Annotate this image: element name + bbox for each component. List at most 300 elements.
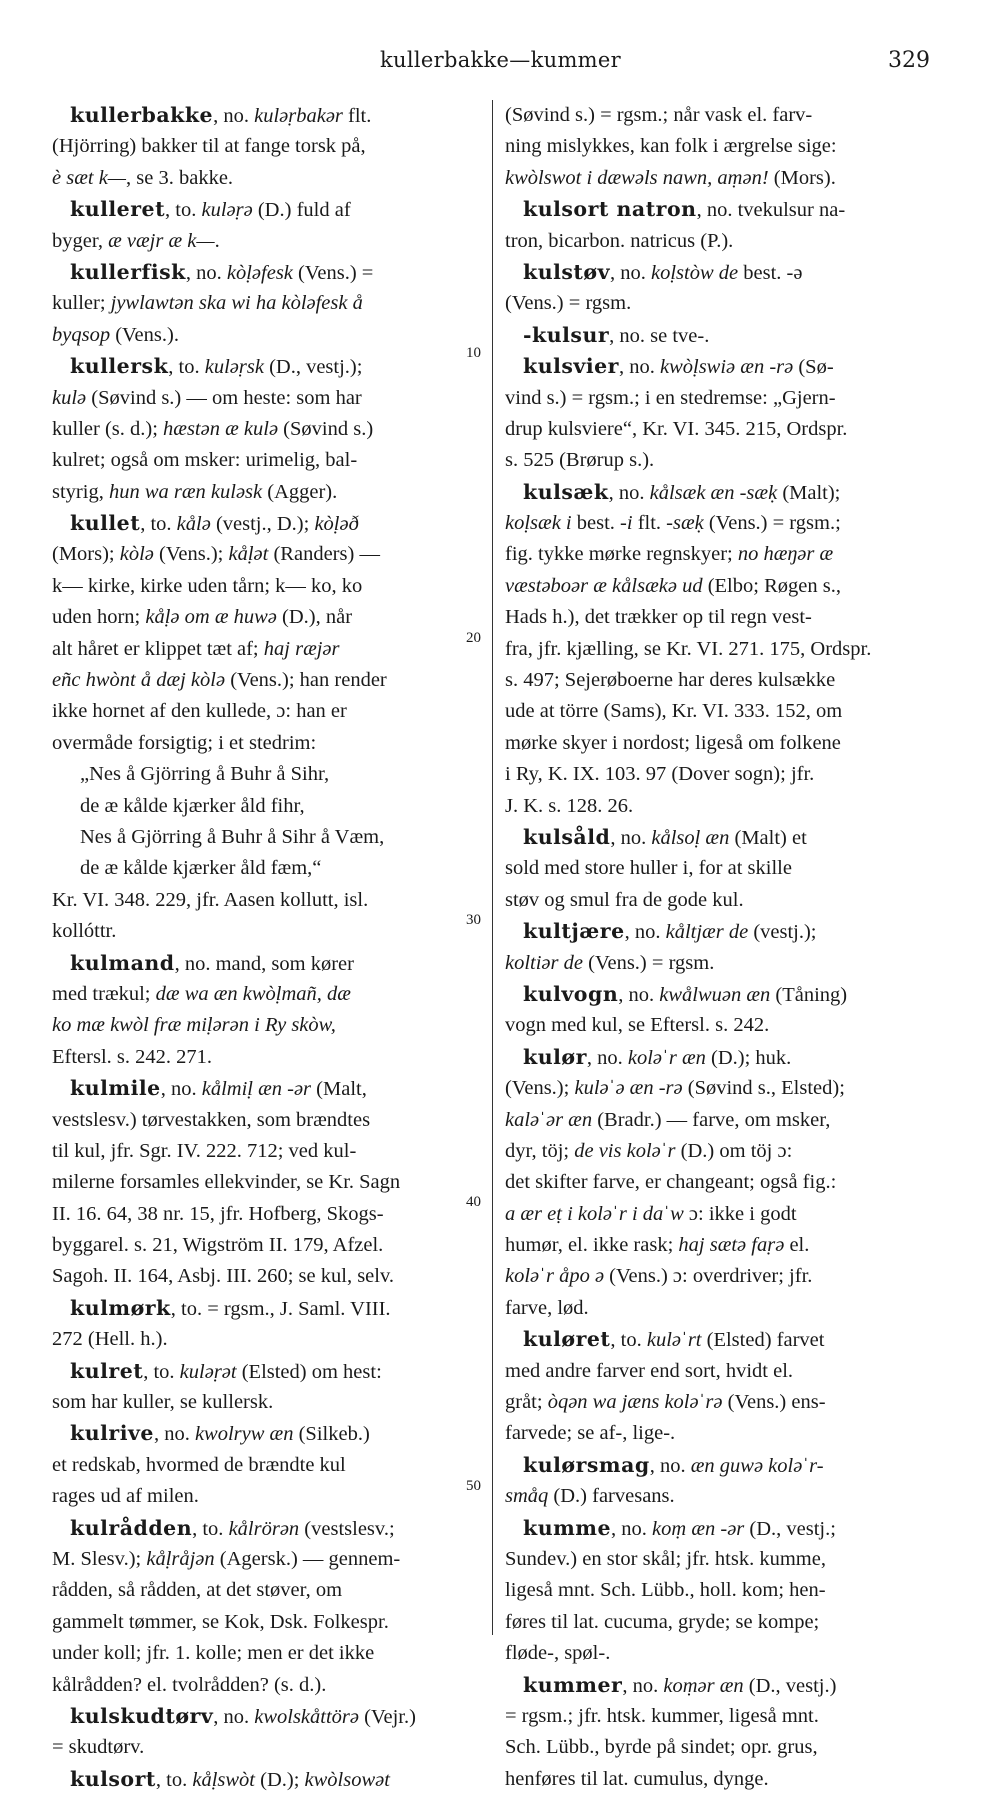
dialect-form: kòlə <box>119 543 154 566</box>
text-segment: , to. <box>165 199 202 222</box>
text-segment: (Sø- <box>793 356 834 379</box>
text-line <box>505 1073 937 1104</box>
text-segment: (Malt, <box>311 1078 367 1101</box>
text-segment: under koll; jfr. 1. kolle; men er det ikke <box>52 1642 375 1665</box>
text-segment: med andre farver end sort, hvidt el. <box>505 1359 794 1382</box>
dialect-form: -i <box>620 512 633 535</box>
text-line <box>505 1481 937 1512</box>
text-segment: ning mislykkes, kan folk i ærgrelse sige: <box>505 135 837 158</box>
text-line <box>505 163 937 194</box>
dialect-form: koltiər de <box>505 951 583 974</box>
column-divider <box>492 100 493 1635</box>
dialect-form: kuləṛbakər <box>254 105 343 127</box>
dialect-form: kålsoḷ æn <box>651 826 730 849</box>
text-line <box>505 351 937 382</box>
line-number: 10 <box>466 345 481 361</box>
dialect-form: koḷstòw de <box>651 261 739 284</box>
text-line <box>505 916 937 947</box>
line-number: 30 <box>466 912 481 928</box>
text-line <box>505 1764 937 1795</box>
text-line <box>52 508 482 539</box>
text-line <box>505 1732 937 1763</box>
text-line <box>505 477 937 508</box>
dialect-form: kuləṛsk <box>204 356 264 379</box>
dialect-form: kuləˈrt <box>646 1329 702 1352</box>
text-segment: (vestj., D.); <box>210 513 315 536</box>
text-line <box>505 445 937 476</box>
headword: kulsæk <box>523 479 609 504</box>
text-segment: (Agersk.) — gennem- <box>214 1547 401 1570</box>
text-line <box>505 257 937 288</box>
text-segment: , no. <box>622 1674 664 1697</box>
dialect-form: kuləṛə <box>201 199 253 222</box>
dialect-form: æn guwə koləˈr- <box>690 1454 824 1477</box>
text-line <box>52 1575 482 1606</box>
text-line <box>505 1638 937 1669</box>
text-segment: , to. <box>143 1360 180 1383</box>
text-line <box>52 1387 482 1418</box>
text-segment: , no. <box>610 826 652 849</box>
dialect-form: de vis koləˈr <box>574 1139 676 1162</box>
text-line <box>52 1073 482 1104</box>
headword: kulsvier <box>523 354 619 379</box>
text-line <box>52 759 482 790</box>
text-segment: , no. <box>618 983 660 1006</box>
text-segment: , no. <box>213 105 255 127</box>
text-segment: ikke hornet af den kullede, ɔ: han er <box>52 700 347 723</box>
text-segment: (Vens.); han render <box>225 669 387 692</box>
text-line <box>505 696 937 727</box>
text-segment: , no. <box>611 1517 653 1540</box>
text-segment: styrig, <box>52 480 109 503</box>
text-line <box>505 414 937 445</box>
text-segment: (Bradr.) — farve, om msker, <box>592 1108 831 1131</box>
text-line <box>52 1261 482 1292</box>
text-line <box>505 571 937 602</box>
dialect-form: kwòḷswiə æn -rə <box>659 356 794 379</box>
text-segment: (vestslesv.; <box>299 1517 395 1540</box>
dialect-form: kuləˈə æn -rə <box>574 1077 683 1100</box>
text-segment: (Vejr.) <box>359 1705 416 1728</box>
dialect-form: dæ wa æn kwòḷmañ, dæ <box>155 982 351 1005</box>
text-line <box>52 1638 482 1669</box>
text-line <box>505 1607 937 1638</box>
text-line <box>52 1167 482 1198</box>
headword: kulmørk <box>70 1295 171 1320</box>
text-line <box>505 759 937 790</box>
headword: kummer <box>523 1672 623 1697</box>
text-line <box>52 634 482 665</box>
text-segment: humør, el. ikke rask; <box>505 1234 679 1257</box>
dialect-form: kåḷråjən <box>146 1547 215 1570</box>
text-line <box>52 1701 482 1732</box>
text-segment: fig. tykke mørke regnskyer; <box>505 543 738 566</box>
text-line <box>505 634 937 665</box>
text-line <box>52 1293 482 1324</box>
text-line <box>52 100 482 131</box>
text-line <box>52 1042 482 1073</box>
headword: kuløret <box>523 1327 611 1352</box>
text-segment: (D., vestj.); <box>263 356 363 379</box>
text-line <box>505 1167 937 1198</box>
headword: kullerbakke <box>70 103 214 127</box>
text-segment: kuller; <box>52 292 111 315</box>
dialect-form: a ær eṭ i koləˈr i daˈw <box>505 1202 684 1225</box>
left-column <box>52 100 482 1795</box>
text-segment: med trækul; <box>52 982 156 1005</box>
running-head: kullerbakke—kummer <box>380 48 621 72</box>
dialect-form: kålrörən <box>228 1517 300 1540</box>
text-segment: , no. se tve-. <box>609 324 710 347</box>
dialect-form: -sæḳ <box>666 512 704 535</box>
text-segment: (D., vestj.) <box>743 1674 837 1697</box>
text-line <box>505 320 937 351</box>
dialect-form: kåḷə om æ huwə <box>145 606 277 629</box>
text-segment: , to. <box>168 356 205 379</box>
dialect-form: òqən wa jæns koləˈrə <box>547 1391 723 1414</box>
text-line <box>505 1324 937 1355</box>
text-line <box>505 1513 937 1544</box>
text-line <box>505 1387 937 1418</box>
text-segment: best. -ə <box>738 261 803 284</box>
text-line <box>505 665 937 696</box>
text-line <box>505 1701 937 1732</box>
text-segment: rådden, så rådden, at det støver, om <box>52 1579 343 1602</box>
text-line <box>505 1105 937 1136</box>
text-segment: , no. <box>608 481 650 504</box>
dialect-form: småq <box>505 1485 549 1508</box>
text-segment: (Søvind s.) = rgsm.; når vask el. farv- <box>505 104 813 126</box>
text-segment: Kr. VI. 348. 229, jfr. Aasen kollutt, isl. <box>52 888 369 911</box>
dialect-form: byqsop <box>52 323 111 346</box>
text-segment: . <box>214 229 220 252</box>
headword: kullerfisk <box>70 259 186 284</box>
text-segment: , no. <box>153 1423 195 1446</box>
dialect-form: kålsæk æn -sæḳ <box>649 481 778 504</box>
dialect-form: koṃər æn <box>663 1674 744 1697</box>
dialect-form: æ væjr æ k— <box>108 229 215 252</box>
text-line <box>52 477 482 508</box>
text-segment: føres til lat. cucuma, gryde; se kompe; <box>505 1610 820 1633</box>
dialect-form: kåḷət <box>228 543 269 566</box>
text-segment: (D., vestj.; <box>744 1517 836 1540</box>
text-line <box>52 885 482 916</box>
text-line <box>505 1544 937 1575</box>
text-line <box>505 194 937 225</box>
headword: kulskudtørv <box>70 1703 214 1728</box>
text-segment: (Søvind s., Elsted); <box>682 1077 845 1100</box>
text-line <box>52 414 482 445</box>
dialect-form: kåḷswòt <box>192 1768 255 1791</box>
headword: kulmile <box>70 1076 161 1101</box>
text-segment: støv og smul fra de gode kul. <box>505 888 744 911</box>
text-segment: byger, <box>52 229 109 252</box>
text-segment: (Vens.); <box>153 543 229 566</box>
text-line <box>52 1670 482 1701</box>
text-line <box>52 1324 482 1355</box>
headword: kulsort natron <box>523 197 697 222</box>
text-line <box>52 1544 482 1575</box>
text-segment: (Søvind s.) <box>278 417 374 440</box>
dialect-form: no hæŋər æ <box>737 543 834 566</box>
dialect-form: kòḷəfesk <box>226 261 293 284</box>
text-line <box>52 320 482 351</box>
text-segment: (Vens.) = rgsm. <box>583 951 715 974</box>
dialect-form: kuləṛət <box>179 1360 237 1383</box>
text-segment: sold med store huller i, for at skille <box>505 857 792 880</box>
text-segment: (D.) fuld af <box>252 199 351 222</box>
text-segment: ligeså mnt. Sch. Lübb., holl. kom; hen- <box>505 1579 826 1602</box>
headword: kulvogn <box>523 981 619 1006</box>
text-segment: vestslesv.) tørvestakken, som brændtes <box>52 1108 371 1131</box>
text-segment: el. <box>784 1234 810 1257</box>
text-segment: best. <box>571 512 621 535</box>
text-segment: „Nes å Gjörring å Buhr å Sihr, <box>80 763 330 786</box>
text-line <box>52 1607 482 1638</box>
text-segment: , no. tvekulsur na- <box>696 199 846 222</box>
text-line <box>505 1199 937 1230</box>
text-line <box>505 1136 937 1167</box>
text-segment: , no. <box>185 261 227 284</box>
dialect-form: kåltjær de <box>665 921 749 944</box>
text-line <box>505 1670 937 1701</box>
headword: kulmand <box>70 950 175 975</box>
text-segment: , se 3. bakke. <box>126 166 234 189</box>
text-segment: til kul, jfr. Sgr. IV. 222. 712; ved kul- <box>52 1139 357 1162</box>
text-line <box>505 885 937 916</box>
text-segment: (Mors). <box>768 166 836 189</box>
text-line <box>505 1575 937 1606</box>
text-segment: , no. <box>586 1046 628 1069</box>
text-line <box>505 226 937 257</box>
text-segment: (Vens.). <box>110 323 179 346</box>
text-line <box>505 131 937 162</box>
text-segment: tron, bicarbon. natricus (P.). <box>505 229 734 252</box>
text-segment: (Silkeb.) <box>293 1423 370 1446</box>
text-segment: s. 525 (Brørup s.). <box>505 449 655 472</box>
dialect-form: haj sætə faṛə <box>678 1234 785 1257</box>
text-segment: de æ kålde kjærker åld fihr, <box>80 794 305 817</box>
text-segment: s. 497; Sejerøboerne har deres kulsække <box>505 669 836 692</box>
text-segment: Sch. Lübb., byrde på sindet; opr. grus, <box>505 1736 818 1759</box>
text-line <box>505 1042 937 1073</box>
headword: kultjære <box>523 919 625 944</box>
text-segment: , no. <box>610 261 651 284</box>
text-line <box>505 791 937 822</box>
dialect-form: kulə <box>52 386 87 409</box>
text-line <box>52 226 482 257</box>
text-line <box>52 571 482 602</box>
text-line <box>505 979 937 1010</box>
text-line <box>52 1230 482 1261</box>
text-line <box>505 1010 937 1041</box>
text-segment: J. K. s. 128. 26. <box>505 794 634 817</box>
text-segment: , to. <box>140 513 177 536</box>
text-line <box>505 1418 937 1449</box>
text-line <box>505 853 937 884</box>
text-line <box>52 602 482 633</box>
text-segment: (D.); <box>255 1768 305 1791</box>
text-segment: ude at törre (Sams), Kr. VI. 333. 152, om <box>505 700 843 723</box>
text-line <box>505 1450 937 1481</box>
headword: kulstøv <box>523 259 610 284</box>
text-line <box>505 288 937 319</box>
text-line <box>52 257 482 288</box>
dialect-form: haj ræjər <box>263 637 340 660</box>
text-segment: (Vens.); <box>505 1077 575 1100</box>
dialect-form: hæstən æ kulə <box>163 417 279 440</box>
text-segment: k— kirke, kirke uden tårn; k— ko, ko <box>52 574 363 597</box>
headword: -kulsur <box>523 322 610 347</box>
headword: kulrådden <box>70 1515 193 1540</box>
dialect-form: è sæt k— <box>52 166 127 189</box>
text-segment: (Randers) — <box>268 543 380 566</box>
text-segment: (Elbo; Røgen s., <box>702 574 841 597</box>
text-segment: byggarel. s. 21, Wigström II. 179, Afzel. <box>52 1234 384 1257</box>
text-segment: , no. <box>160 1078 202 1101</box>
text-segment: , no. mand, som kører <box>174 952 354 975</box>
text-segment: = rgsm.; jfr. htsk. kummer, ligeså mnt. <box>505 1704 819 1727</box>
text-line <box>52 383 482 414</box>
text-segment: , to. <box>610 1329 647 1352</box>
text-segment: , no. <box>649 1454 691 1477</box>
text-segment: alt håret er klippet tæt af; <box>52 637 264 660</box>
text-line <box>505 822 937 853</box>
text-segment: Sagoh. II. 164, Asbj. III. 260; se kul, selv. <box>52 1265 395 1288</box>
text-line <box>52 696 482 727</box>
dialect-form: koḷsæk i <box>505 512 572 535</box>
text-segment: milerne forsamles ellekvinder, se Kr. Sagn <box>52 1171 401 1194</box>
text-line <box>52 131 482 162</box>
dialect-form: kwòlsowət <box>304 1768 390 1791</box>
text-segment: (D.); huk. <box>705 1046 792 1069</box>
text-line <box>52 1199 482 1230</box>
text-segment: (Tåning) <box>770 983 848 1006</box>
text-line <box>52 288 482 319</box>
text-line <box>505 508 937 539</box>
text-line <box>505 948 937 979</box>
text-line <box>52 1513 482 1544</box>
text-segment: (Vens.) = <box>292 261 374 284</box>
headword: kullersk <box>70 354 169 379</box>
headword: kulør <box>523 1044 587 1069</box>
right-column <box>505 100 937 1795</box>
text-line <box>52 1764 482 1795</box>
dialect-form: kwolskåttörə <box>254 1705 359 1728</box>
text-segment: (Elsted) farvet <box>701 1329 825 1352</box>
text-line <box>52 1732 482 1763</box>
text-segment: i Ry, K. IX. 103. 97 (Dover sogn); jfr. <box>505 763 815 786</box>
text-segment: uden horn; <box>52 606 146 629</box>
dialect-form: koṃ æn -ər <box>652 1517 745 1540</box>
text-segment: mørke skyer i nordost; ligeså om folkene <box>505 731 841 754</box>
dialect-form: kòḷəð <box>314 513 359 536</box>
text-segment: (D.), når <box>276 606 353 629</box>
text-segment: , no. <box>624 921 666 944</box>
text-segment: (Vens.) ens- <box>722 1391 826 1414</box>
text-segment: , to. = rgsm., J. Saml. VIII. <box>170 1297 391 1320</box>
text-segment: gråt; <box>505 1391 548 1414</box>
dialect-form: væstəboər æ kålsækə ud <box>505 574 703 597</box>
dialect-form: ko mæ kwòl fræ miḷərən i Ry skòw, <box>52 1014 336 1037</box>
dialect-form: koləˈr åpo ə <box>505 1265 605 1288</box>
text-segment: flt. <box>632 512 667 535</box>
text-segment: (Elsted) om hest: <box>236 1360 382 1383</box>
text-segment: (Malt); <box>777 481 841 504</box>
text-segment: de æ kålde kjærker åld fæm,“ <box>80 857 322 880</box>
dialect-form: jywlawtən ska wi ha kòləfesk å <box>110 292 363 315</box>
page-number: 329 <box>888 48 930 73</box>
dialect-form: kaləˈər æn <box>505 1108 593 1131</box>
headword: kumme <box>523 1515 612 1540</box>
text-line <box>52 351 482 382</box>
text-segment: (D.) farvesans. <box>548 1485 675 1508</box>
text-segment: (vestj.); <box>748 921 817 944</box>
dialect-form: kwolryw æn <box>194 1423 294 1446</box>
dialect-form: kwòlswot i dæwəls nawn, aṃən! <box>505 166 769 189</box>
text-segment: henføres til lat. cumulus, dynge. <box>505 1767 769 1790</box>
dialect-form: kålə <box>176 513 211 536</box>
text-segment: (Vens.) ɔ: overdriver; jfr. <box>604 1265 813 1288</box>
text-line <box>52 539 482 570</box>
text-segment: rages ud af milen. <box>52 1485 199 1508</box>
text-line <box>52 665 482 696</box>
text-segment: Sundev.) en stor skål; jfr. htsk. kumme, <box>505 1547 826 1570</box>
text-segment: kuller (s. d.); <box>52 417 164 440</box>
text-line <box>505 1261 937 1292</box>
text-line <box>52 853 482 884</box>
text-line <box>505 100 937 131</box>
headword: kullet <box>70 511 141 536</box>
text-segment: Hads h.), det trækker op til regn vest- <box>505 606 812 629</box>
text-segment: M. Slesv.); <box>52 1547 147 1570</box>
line-number: 40 <box>466 1194 481 1210</box>
text-line <box>52 1356 482 1387</box>
text-segment: kulret; også om msker: urimelig, bal- <box>52 449 358 472</box>
headword: kulsåld <box>523 824 611 849</box>
text-segment: = skudtørv. <box>52 1736 145 1759</box>
text-segment: (Søvind s.) — om heste: som har <box>86 386 362 409</box>
line-number: 20 <box>466 630 481 646</box>
text-line <box>505 539 937 570</box>
text-line <box>52 1010 482 1041</box>
text-segment: , no. <box>213 1705 255 1728</box>
text-line <box>52 822 482 853</box>
text-segment: (Mors); <box>52 543 120 566</box>
text-segment: kollóttr. <box>52 920 117 943</box>
text-line <box>52 916 482 947</box>
text-line <box>52 1105 482 1136</box>
text-segment: kålrådden? el. tvolrådden? (s. d.). <box>52 1673 327 1696</box>
dialect-form: eñc hwònt å dæj kòlə <box>52 669 226 692</box>
text-segment: (Hjörring) bakker til at fange torsk på, <box>52 135 366 158</box>
text-line <box>52 1418 482 1449</box>
text-segment: det skifter farve, er changeant; også fig.: <box>505 1171 837 1194</box>
text-line <box>52 791 482 822</box>
text-segment: vogn med kul, se Eftersl. s. 242. <box>505 1014 770 1037</box>
text-line <box>505 1356 937 1387</box>
text-segment: II. 16. 64, 38 nr. 15, jfr. Hofberg, Skogs- <box>52 1202 384 1225</box>
dialect-form: kwålwuən æn <box>659 983 771 1006</box>
text-segment: (Vens.) = rgsm. <box>505 292 632 315</box>
text-segment: fløde-, spøl-. <box>505 1642 611 1665</box>
text-line <box>52 948 482 979</box>
text-segment: Nes å Gjörring å Buhr å Sihr å Væm, <box>80 825 385 848</box>
text-segment: fra, jfr. kjælling, se Kr. VI. 271. 175, Ordspr. <box>505 637 872 660</box>
text-segment: (Vens.) = rgsm.; <box>703 512 841 535</box>
headword: kulret <box>70 1358 144 1383</box>
line-number: 50 <box>466 1478 481 1494</box>
